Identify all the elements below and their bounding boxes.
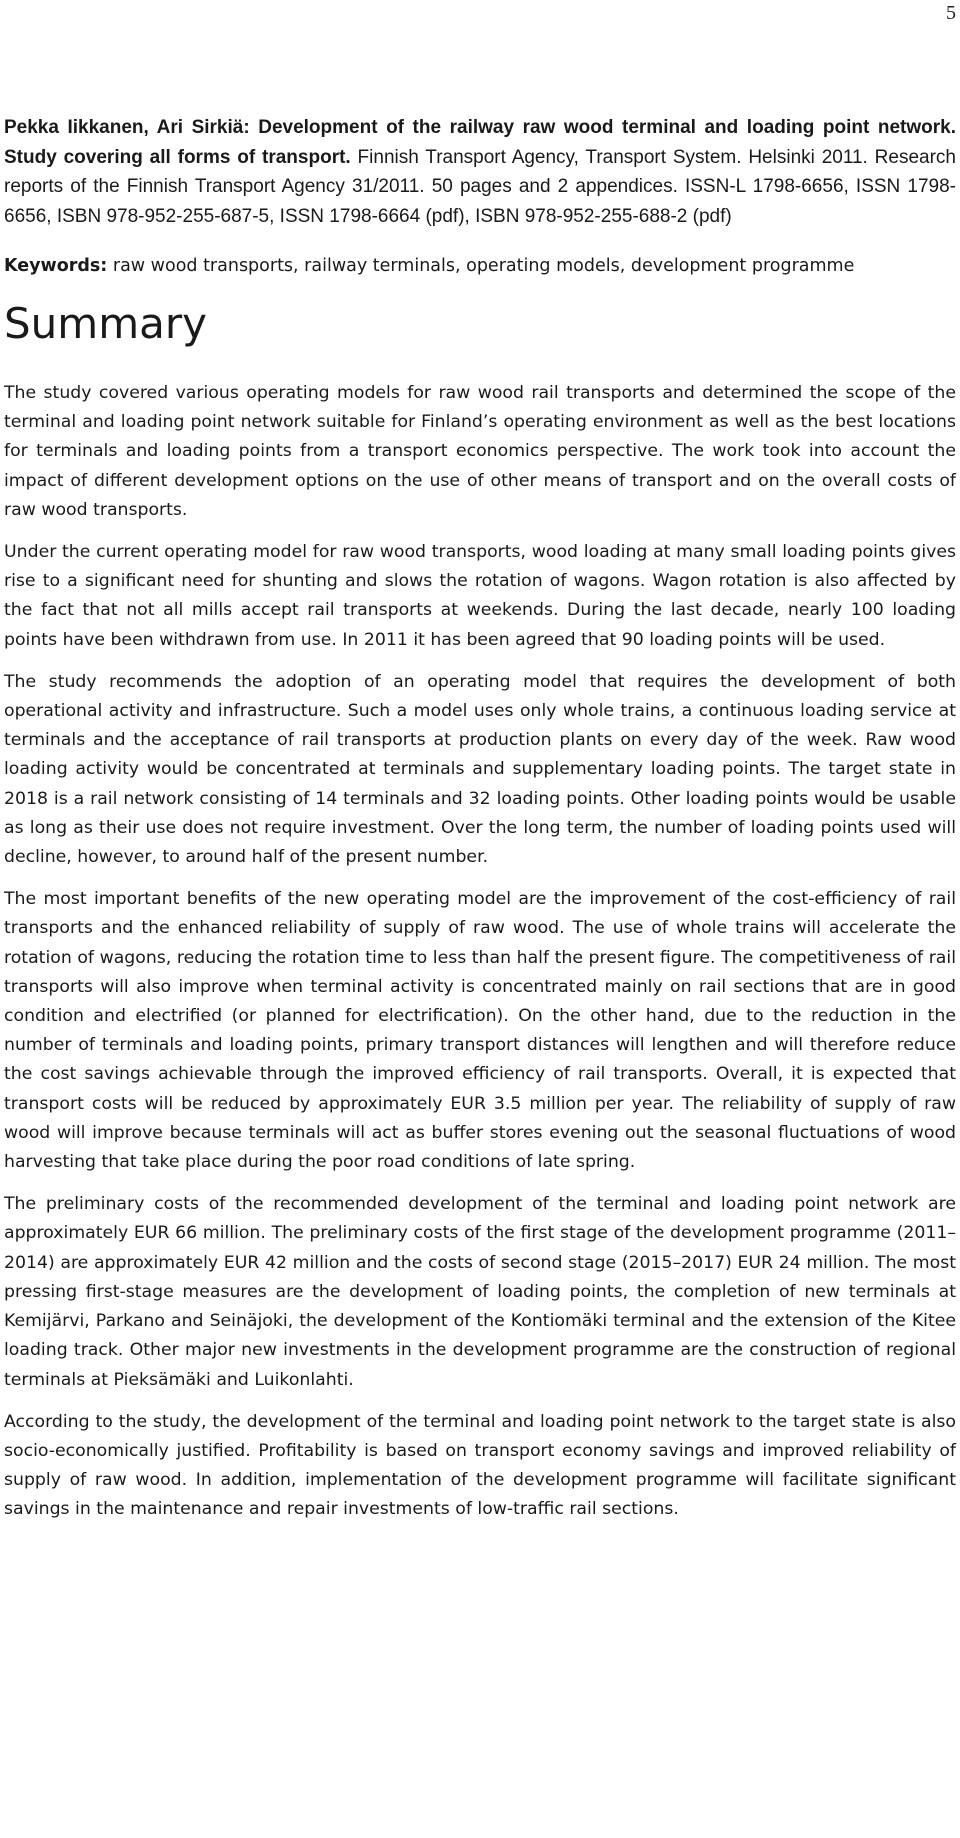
summary-heading: Summary — [4, 299, 207, 348]
page-number: 5 — [946, 2, 956, 24]
summary-body — [4, 379, 956, 1525]
summary-paragraph: Under the current operating model for raw wood transports, wood loading at many small loading points gives rise to a significant need for shunting and slows the rotation of wagons. Wagon rotation is also affected by the fact that not all mills accept rail transports at weekends. During the last decade, nearly 100 loading points have been withdrawn from use. In 2011 it has been agreed that 90 loading points will be used. — [4, 542, 956, 650]
summary-paragraph: The preliminary costs of the recommended development of the terminal and loading point network are approximately EUR 66 million. The preliminary costs of the first stage of the development programme (2011–2014) are approximately EUR 42 million and the costs of second stage (2015–2017) EUR 24 million. The most pressing first-stage measures are the development of loading points, the completion of new terminals at Kemijärvi, Parkano and Seinäjoki, the development of the Kontiomäki terminal and the extension of the Kitee loading track. Other major new investments in the development programme are the construction of regional terminals at Pieksämäki and Luikonlahti. — [4, 1194, 956, 1390]
citation — [4, 113, 956, 231]
summary-paragraph: The study covered various operating models for raw wood rail transports and determined the scope of the terminal and loading point network suitable for Finland’s operating environment as well as the best locations for terminals and loading points from a transport economics perspective. The work took into account the impact of different development options on the use of other means of transport and on the overall costs of raw wood transports. — [4, 383, 956, 520]
keywords — [4, 253, 956, 280]
keywords-text: raw wood transports, railway terminals, operating models, development programme — [112, 256, 855, 276]
summary-paragraph: The study recommends the adoption of an operating model that requires the development of both operational activity and infrastructure. Such a model uses only whole trains, a continuous loading service at terminals and the acceptance of rail transports at production plants on every day of the week. Raw wood loading activity would be concentrated at terminals and supplementary loading points. The target state in 2018 is a rail network consisting of 14 terminals and 32 loading points. Other loading points would be usable as long as their use does not require investment. Over the long term, the number of loading points used will decline, however, to around half of the present number. — [4, 671, 956, 868]
citation-details: Finnish Transport Agency, Transport System. Helsinki 2011. Research reports of the Finnish Transport Agency 31/2011. 50 pages and 2 appendices. ISSN-L 1798-6656, ISSN 1798-6656, ISBN 978-952-255-687-5, ISSN 1798-6664 (pdf), ISBN 978-952-255-688-2 (pdf) — [4, 146, 956, 227]
citation-authors-title: Pekka Iikkanen, Ari Sirkiä: Development of the railway raw wood terminal and loading point network. Study covering all forms of transport. — [4, 117, 956, 168]
summary-paragraph: The most important benefits of the new operating model are the improvement of the cost-efficiency of rail transports and the enhanced reliability of supply of raw wood. The use of whole trains will accelerate the rotation of wagons, reducing the rotation time to less than half the present figure. The competitiveness of rail transports will also improve when terminal activity is concentrated mainly on rail sections that are in good condition and electrified (or planned for electrification). On the other hand, due to the reduction in the number of terminals and loading points, primary transport distances will lengthen and will therefore reduce the cost savings achievable through the improved efficiency of rail transports. Overall, it is expected that transport costs will be reduced by approximately EUR 3.5 million per year. The reliability of supply of raw wood will improve because terminals will act as buffer stores evening out the seasonal fluctuations of wood harvesting that take place during the poor road conditions of late spring. — [4, 889, 956, 1173]
document-content — [4, 113, 956, 1538]
summary-paragraph: According to the study, the development of the terminal and loading point network to the target state is also socio-economically justified. Profitability is based on transport economy savings and improved reliability of supply of raw wood. In addition, implementation of the development programme will facilitate significant savings in the maintenance and repair investments of low-traffic rail sections. — [4, 1411, 956, 1520]
keywords-label: Keywords: — [4, 256, 108, 276]
